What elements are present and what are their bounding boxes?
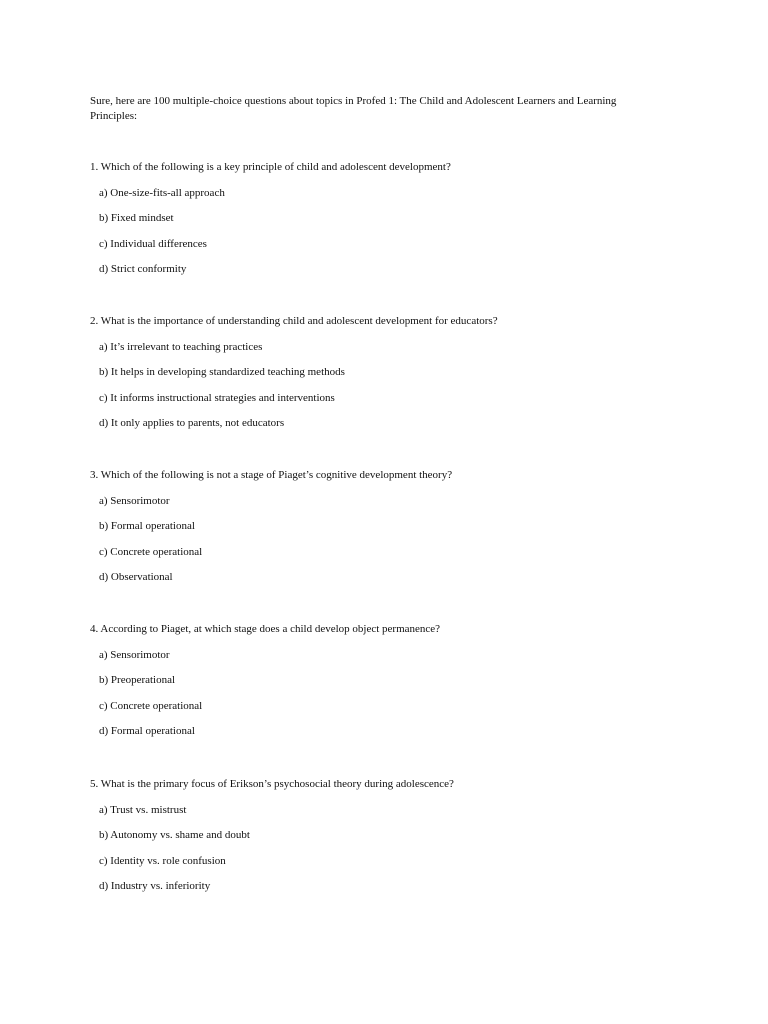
option-d: d) It only applies to parents, not educators xyxy=(99,417,285,429)
option-c: c) Concrete operational xyxy=(99,546,203,558)
option-a: a) Trust vs. mistrust xyxy=(99,804,187,816)
option-a: a) Sensorimotor xyxy=(99,495,170,507)
question-text: 5. What is the primary focus of Erikson’s psychosocial theory during adolescence? xyxy=(90,778,454,790)
option-d: d) Observational xyxy=(99,571,173,583)
intro-paragraph: Sure, here are 100 multiple-choice questions about topics in Profed 1: The Child and Adolescent Learners and Learning Principles: xyxy=(90,95,617,122)
option-c: c) Individual differences xyxy=(99,238,207,250)
option-b: b) It helps in developing standardized teaching methods xyxy=(99,366,345,378)
question-4 xyxy=(90,622,690,737)
option-c: c) Concrete operational xyxy=(99,700,203,712)
question-text: 1. Which of the following is a key principle of child and adolescent development? xyxy=(90,161,451,173)
option-a: a) Sensorimotor xyxy=(99,649,170,661)
option-b: b) Preoperational xyxy=(99,674,176,686)
question-text: 3. Which of the following is not a stage of Piaget’s cognitive development theory? xyxy=(90,469,453,481)
question-text: 4. According to Piaget, at which stage does a child develop object permanence? xyxy=(90,623,441,635)
option-b: b) Autonomy vs. shame and doubt xyxy=(99,829,250,841)
question-5 xyxy=(90,777,690,892)
question-text: 2. What is the importance of understanding child and adolescent development for educators? xyxy=(90,315,498,327)
option-c: c) Identity vs. role confusion xyxy=(99,855,226,867)
option-a: a) It’s irrelevant to teaching practices xyxy=(99,341,263,353)
option-d: d) Formal operational xyxy=(99,725,195,737)
option-a: a) One-size-fits-all approach xyxy=(99,187,225,199)
option-c: c) It informs instructional strategies and interventions xyxy=(99,392,335,404)
option-d: d) Strict conformity xyxy=(99,263,187,275)
question-2 xyxy=(90,314,690,429)
question-3 xyxy=(90,468,690,583)
question-1 xyxy=(90,160,690,275)
option-d: d) Industry vs. inferiority xyxy=(99,880,211,892)
option-b: b) Formal operational xyxy=(99,520,195,532)
option-b: b) Fixed mindset xyxy=(99,212,174,224)
